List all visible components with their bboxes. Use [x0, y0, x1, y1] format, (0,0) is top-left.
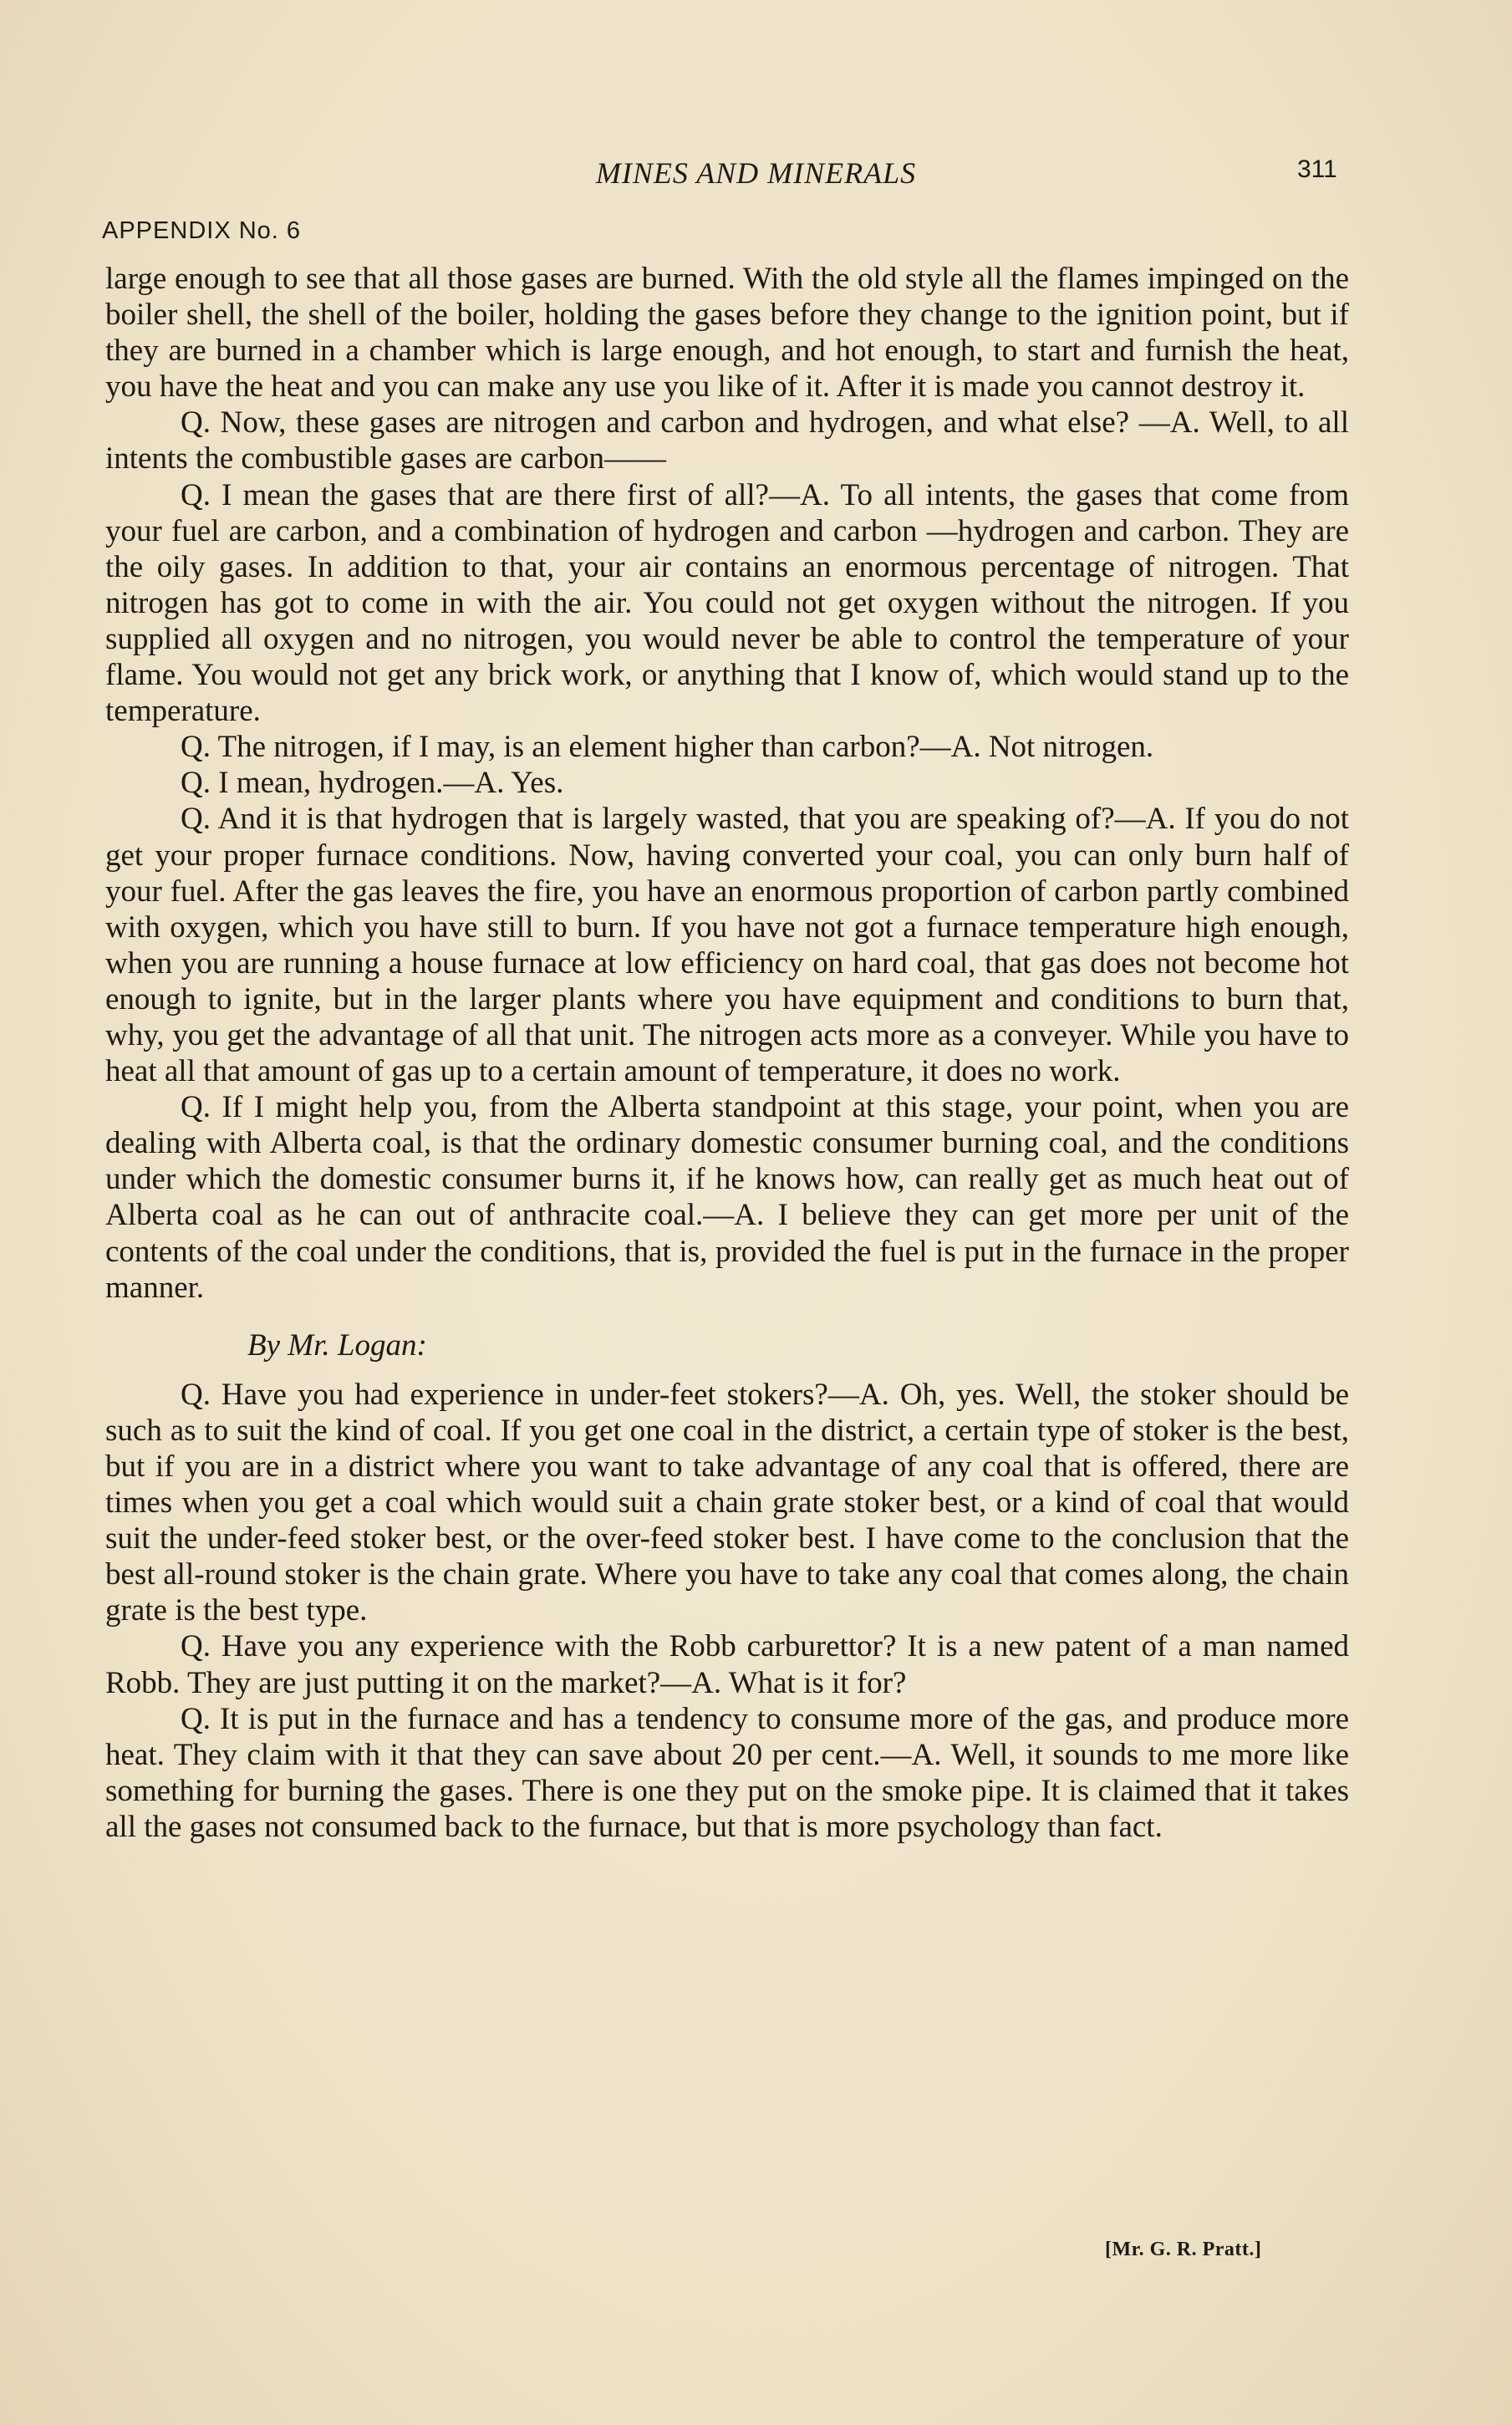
appendix-label: APPENDIX No. 6: [102, 217, 302, 244]
paragraph-qa: Q. And it is that hydrogen that is largely wasted, that you are speaking of?—A. If you do not get your proper furnace conditions. Now, having converted your coal, you can only burn half of your fuel. After the gas leaves the fire, you have an enormous proportion of carbon partly combined with oxygen, which you have still to burn. If you have not got a furnace temperature high enough, when you are running a house furnace at low efficiency on hard coal, that gas does not become hot enough to ignite, but in the larger plants where you have equipment and conditions to burn that, why, you get the advantage of all that unit. The nitrogen acts more as a conveyer. While you have to heat all that amount of gas up to a certain amount of temperature, it does no work.: [105, 802, 1349, 1089]
paragraph-qa: Q. Now, these gases are nitrogen and carbon and hydrogen, and what else? —A. Well, to all intents the combustible gases are carbon——: [105, 405, 1349, 476]
paragraph-qa: Q. The nitrogen, if I may, is an element higher than carbon?—A. Not nitrogen.: [181, 730, 1154, 765]
paragraph-qa: Q. Have you had experience in under-feet stokers?—A. Oh, yes. Well, the stoker should be such as to suit the kind of coal. If you get one coal in the district, a certain type of stoker is the best, but if you are in a district where you want to take advantage of any coal that is offered, there are times when you get a coal which would suit a chain grate stoker best, or a kind of coal that would suit the under-feed stoker best, or the over-feed stoker best. I have come to the conclusion that the best all-round stoker is the chain grate. Where you have to take any coal that comes along, the chain grate is the best type.: [105, 1377, 1349, 1628]
paragraph-qa: Q. It is put in the furnace and has a tendency to consume more of the gas, and produce more heat. They claim with it that they can save about 20 per cent.—A. Well, it sounds to me more like something for burning the gases. There is one they put on the smoke pipe. It is claimed that it takes all the gases not consumed back to the furnace, but that is more psychology than fact.: [105, 1701, 1349, 1844]
paragraph-continuation: large enough to see that all those gases are burned. With the old style all the flames impinged on the boiler shell, the shell of the boiler, holding the gases before they change to the ignition point, but if they are burned in a chamber which is large enough, and hot enough, to start and furnish the heat, you have the heat and you can make any use you like of it. After it is made you cannot destroy it.: [105, 262, 1349, 405]
paragraph-qa: Q. I mean the gases that are there first of all?—A. To all intents, the gases that come from your fuel are carbon, and a combination of hydrogen and carbon —hydrogen and carbon. They are the oily gases. In addition to that, your air contains an enormous percentage of nitrogen. That nitrogen has got to come in with the air. You could not get oxygen without the nitrogen. If you supplied all oxygen and no nitrogen, you would never be able to control the temperature of your flame. You would not get any brick work, or anything that I know of, which would stand up to the temperature.: [105, 477, 1349, 729]
running-title: MINES AND MINERALS: [595, 156, 917, 190]
page-number: 311: [1297, 155, 1337, 183]
body-text: [105, 261, 1349, 1845]
examiner-heading: By Mr. Logan:: [247, 1327, 427, 1363]
witness-signature: [Mr. G. R. Pratt.]: [1105, 2239, 1262, 2260]
paragraph-qa: Q. If I might help you, from the Alberta standpoint at this stage, your point, when you are dealing with Alberta coal, is that the ordinary domestic consumer burning coal, and the conditions under which the domestic consumer burns it, if he knows how, can really get as much heat out of Alberta coal as he can out of anthracite coal.—A. I believe they can get more per unit of the contents of the coal under the conditions, that is, provided the fuel is put in the furnace in the proper manner.: [105, 1090, 1349, 1305]
paragraph-qa: Q. I mean, hydrogen.—A. Yes.: [181, 766, 564, 801]
paragraph-qa: Q. Have you any experience with the Robb carburettor? It is a new patent of a man named Robb. They are just putting it on the market?—A. What is it for?: [105, 1629, 1349, 1700]
